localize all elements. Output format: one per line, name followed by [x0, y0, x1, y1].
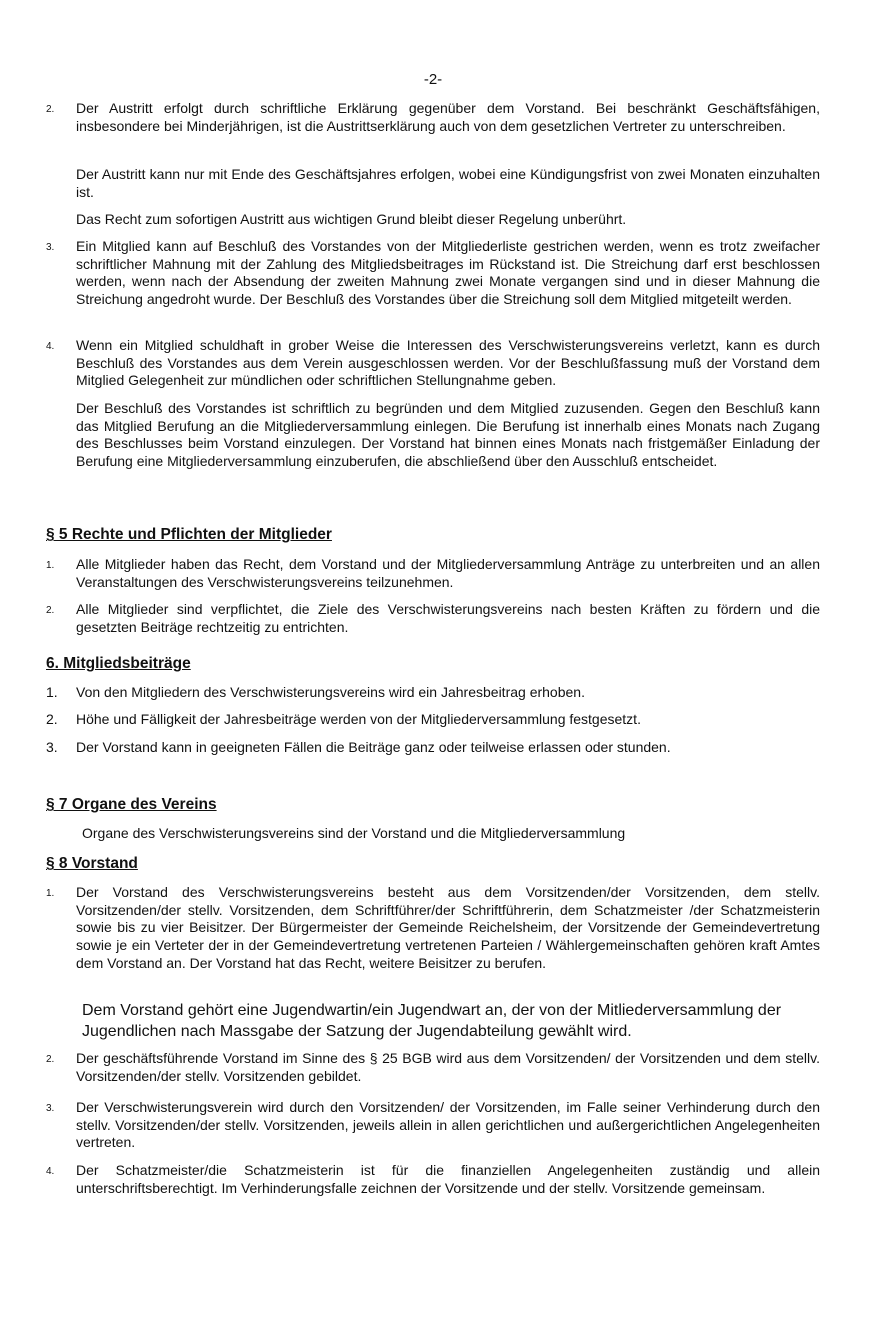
list-item-text: Höhe und Fälligkeit der Jahresbeiträge werden von der Mitgliederversammlung festgesetzt. [76, 711, 641, 727]
item-number: 1. [46, 560, 55, 571]
ausschluss-paragraph-2: Der Beschluß des Vorstandes ist schriftlich zu begründen und dem Mitglied zuzusenden. Gegen den Beschluß kann das Mitglied Berufung an die Mitgliederversammlung einlegen. Die Berufung ist innerhalb eines Monats nach Zugang des Beschlusses beim Vorstand einzulegen. Der Vorstand hat binnen eines Monats nach fristgemäßer Einladung der Berufung eine Mitgliederversammlung einzuberufen, die abschließend über den Ausschluß entscheidet. [76, 400, 820, 470]
list-item-text: Der Vorstand kann in geeigneten Fällen die Beiträge ganz oder teilweise erlassen oder stunden. [76, 739, 671, 755]
item-number: 1. [46, 888, 55, 899]
list-item-text: Der geschäftsführende Vorstand im Sinne des § 25 BGB wird aus dem Vorsitzenden/ der Vorsitzenden und dem stellv. Vorsitzenden/der stellv. Vorsitzenden gebildet. [76, 1050, 820, 1084]
jugendwart-paragraph: Dem Vorstand gehört eine Jugendwartin/ein Jugendwart an, der von der Mitliederversammlung der Jugendlichen nach Massgabe der Satzung der Jugendabteilung gewählt wird. [82, 1002, 782, 1040]
item-number: 2. [46, 1054, 55, 1065]
austritt-paragraph-1: Der Austritt erfolgt durch schriftliche Erklärung gegenüber dem Vorstand. Bei beschränkt Geschäftsfähigen, insbesondere bei Minderjährigen, ist die Austrittserklärung auch von dem gesetzlichen Vertreter zu unterschreiben. [76, 100, 820, 134]
austritt-paragraph-2: Der Austritt kann nur mit Ende des Geschäftsjahres erfolgen, wobei eine Kündigungsfrist von zwei Monaten einzuhalten ist. [76, 166, 820, 200]
item-number: 4. [46, 341, 55, 352]
list-item-text: Der Vorstand des Verschwisterungsvereins besteht aus dem Vorsitzenden/der Vorsitzenden, dem stellv. Vorsitzenden/der stellv. Vorsitzenden, dem Schriftführer/der Schriftführerin, dem Schatzmeister /der Schatzmeisterin sowie bis zu vier Beisitzer. Der Bürgermeister der Gemeinde Reichelsheim, der Vorsitzende der Gemeindevertretung sowie je ein Verteter der in der Gemeindevertretung vertretenen Parteien / Wählergemeinschaften gehören kraft Amtes dem Vorstand an. Der Vorstand hat das Recht, weitere Beisitzer zu berufen. [76, 884, 820, 971]
ausschluss-paragraph-1: Wenn ein Mitglied schuldhaft in grober Weise die Interessen des Verschwisterungsvereins verletzt, kann es durch Beschluß des Vorstandes aus dem Verein ausgeschlossen werden. Vor der Beschlußfassung muß der Vorstand dem Mitglied Gelegenheit zur mündlichen oder schriftlichen Stellungnahme geben. [76, 337, 820, 389]
item-number: 3. [46, 242, 55, 253]
section-heading-s6: 6. Mitgliedsbeiträge [46, 655, 191, 672]
list-item-text: Alle Mitglieder sind verpflichtet, die Ziele des Verschwisterungsvereins nach besten Kräften zu fördern und die gesetzten Beiträge rechtzeitig zu entrichten. [76, 601, 820, 635]
item-number: 4. [46, 1166, 55, 1177]
list-item-text: Von den Mitgliedern des Verschwisterungsvereins wird ein Jahresbeitrag erhoben. [76, 684, 585, 700]
streichung-paragraph: Ein Mitglied kann auf Beschluß des Vorstandes von der Mitgliederliste gestrichen werden, wenn es trotz zweifacher schriftlicher Mahnung mit der Zahlung des Mitgliedsbeitrages im Rückstand ist. Die Streichung darf erst beschlossen werden, wenn nach der Absendung der zweiten Mahnung zwei Monate vergangen sind und in dieser Mahnung die Streichung angedroht wurde. Der Beschluß des Vorstandes über die Streichung soll dem Mitglied mitgeteilt werden. [76, 238, 820, 308]
item-number: 2. [46, 104, 55, 115]
austritt-paragraph-3: Das Recht zum sofortigen Austritt aus wichtigen Grund bleibt dieser Regelung unberührt. [76, 211, 627, 227]
list-item-text: Der Verschwisterungsverein wird durch den Vorsitzenden/ der Vorsitzenden, im Falle seiner Verhinderung durch den stellv. Vorsitzenden/der stellv. Vorsitzenden, jeweils allein in allen gerichtlichen und außergerichtlichen Angelegenheiten vertreten. [76, 1099, 820, 1151]
item-number: 3. [46, 739, 58, 755]
section-heading-s7: § 7 Organe des Vereins [46, 796, 217, 813]
item-number: 2. [46, 605, 55, 616]
list-item-text: Alle Mitglieder haben das Recht, dem Vorstand und der Mitgliederversammlung Anträge zu unterbreiten und an allen Veranstaltungen des Verschwisterungsvereins teilzunehmen. [76, 556, 820, 590]
item-number: 2. [46, 711, 58, 727]
page-number: -2- [423, 71, 443, 88]
item-number: 3. [46, 1103, 55, 1114]
item-number: 1. [46, 684, 58, 700]
list-item-text: Der Schatzmeister/die Schatzmeisterin ist für die finanziellen Angelegenheiten zuständig und allein unterschriftsberechtigt. Im Verhinderungsfalle zeichnen der Vorsitzende und der stellv. Vorsitzende gemeinsam. [76, 1162, 820, 1196]
section-heading-s5: § 5 Rechte und Pflichten der Mitglieder [46, 526, 332, 543]
section-heading-s8: § 8 Vorstand [46, 855, 138, 872]
section-text-s7: Organe des Verschwisterungsvereins sind der Vorstand und die Mitgliederversammlung [82, 825, 626, 841]
